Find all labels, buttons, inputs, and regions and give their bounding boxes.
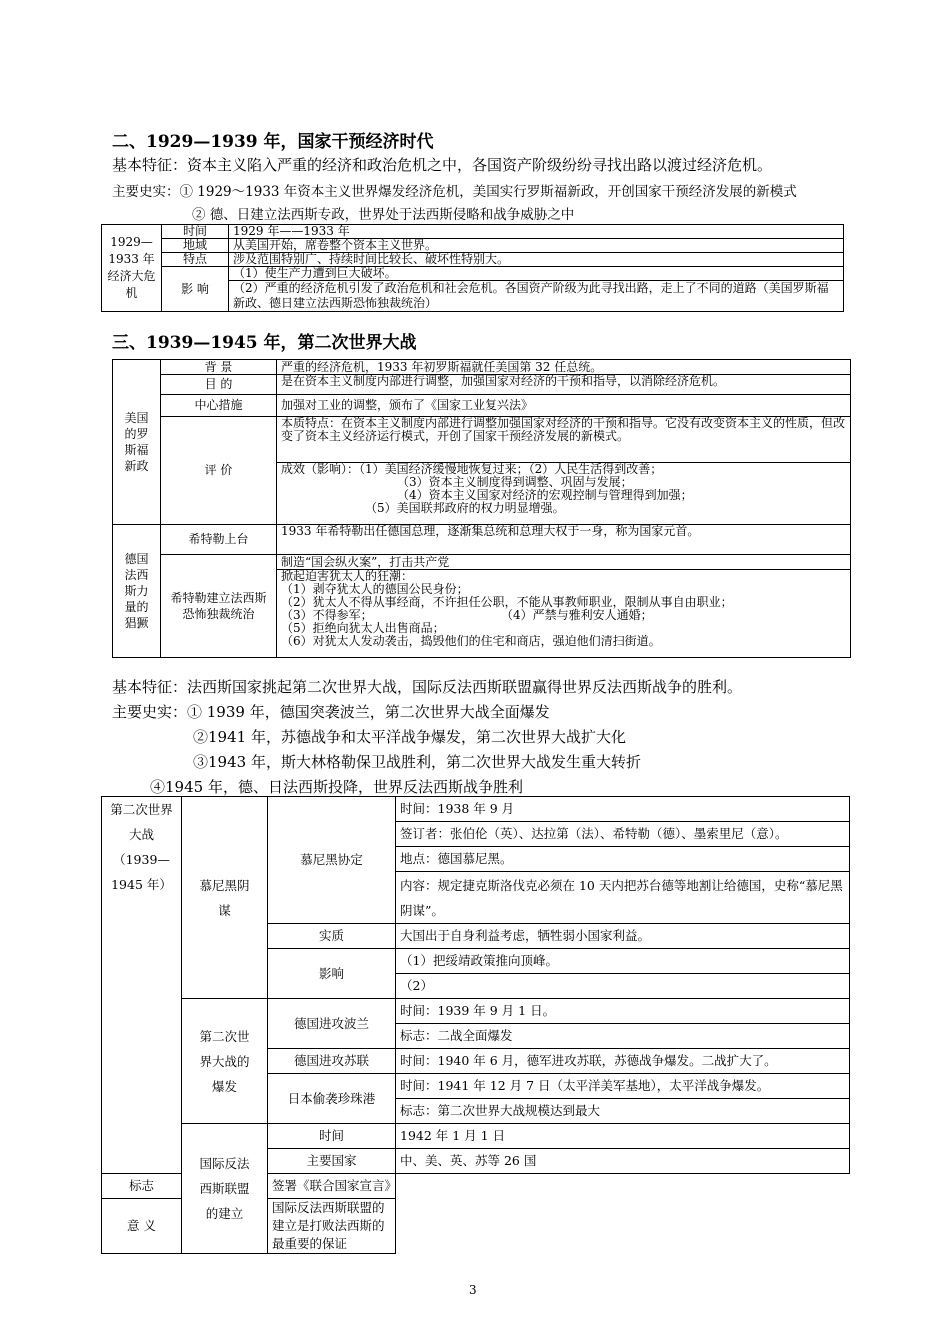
- munich-content: 内容：规定捷克斯洛伐克必须在 10 天内把苏台德等地割让给德国，史称“慕尼黑阴谋”。: [396, 872, 850, 924]
- poland-mark: 标志：二战全面爆发: [396, 1024, 850, 1049]
- effect-line-2: （3）资本主义制度得到调整、巩固与发展；: [397, 475, 633, 489]
- evaluation-nature: 本质特点：在资本主义制度内部进行调整加强国家对经济的干预和指导。它没有改变资本主义的性质，但改变了资本主义经济运行模式，开创了国家干预经济发展的新模式。: [277, 417, 851, 463]
- impact-label: 影响: [268, 949, 396, 999]
- area-value: 从美国开始，席卷整个资本主义世界。: [229, 239, 844, 253]
- alliance-meaning-value: 国际反法西斯联盟的建立是打败法西斯的最重要的保证: [268, 1199, 396, 1254]
- us-head: 美国的罗斯福新政: [113, 360, 161, 525]
- pearl-mark: 标志：第二次世界大战规模达到最大: [396, 1099, 850, 1124]
- effect-line-3: （4）资本主义国家对经济的宏观控制与管理得到加强；: [397, 488, 693, 502]
- persecution-line-1: 掀起迫害犹太人的狂潮：: [281, 569, 414, 583]
- jewish-persecution: [277, 570, 851, 658]
- ussr-value: 时间：1940 年 6 月，德军进攻苏联，苏德战争爆发。二战扩大了。: [396, 1049, 850, 1074]
- alliance-mark-value: 签署《联合国家宣言》: [268, 1174, 396, 1199]
- section2-title: 二、1929—1939 年，国家干预经济时代: [112, 132, 434, 152]
- munich-signers: 签订者：张伯伦（英）、达拉第（法）、希特勒（德）、墨索里尼（意）。: [396, 822, 850, 847]
- poland-label: 德国进攻波兰: [268, 999, 396, 1049]
- impact-2: （2）严重的经济危机引发了政治危机和社会危机。各国资产阶级为此寻找出路，走上了不同的道路（美国罗斯福新政、德日建立法西斯恐怖独裁统治）: [229, 281, 844, 312]
- center-label: 中心措施: [161, 395, 277, 417]
- area-label: 地域: [162, 239, 229, 253]
- persecution-line-2: （1）剥夺犹太人的德国公民身份；: [281, 582, 469, 596]
- economic-crisis-table: [101, 224, 844, 312]
- section3-feature: 基本特征：法西斯国家挑起第二次世界大战，国际反法西斯联盟赢得世界反法西斯战争的胜利。: [112, 678, 743, 696]
- persecution-line-6: （6）对犹太人发动袭击，捣毁他们的住宅和商店，强迫他们清扫街道。: [281, 634, 661, 648]
- section3-title: 三、1939—1945 年，第二次世界大战: [112, 333, 417, 353]
- essence-label: 实质: [268, 924, 396, 949]
- persecution-line-5: （5）拒绝向犹太人出售商品；: [281, 621, 445, 635]
- dictatorship-1: 制造“国会纵火案”，打击共产党: [277, 555, 851, 570]
- section3-fact4: ④1945 年，德、日法西斯投降，世界反法西斯战争胜利: [150, 778, 523, 796]
- page-number: 3: [469, 1283, 477, 1297]
- poland-time: 时间：1939 年 9 月 1 日。: [396, 999, 850, 1024]
- alliance-group: 国际反法西斯联盟的建立: [182, 1124, 268, 1254]
- alliance-mark-label: 标志: [102, 1174, 182, 1199]
- alliance-time-label: 时间: [268, 1124, 396, 1149]
- section3-fact3: ③1943 年，斯大林格勒保卫战胜利，第二次世界大战发生重大转折: [193, 753, 641, 771]
- feature-value: 涉及范围特别广、持续时间比较长、破坏性特别大。: [229, 253, 844, 267]
- alliance-countries-label: 主要国家: [268, 1149, 396, 1174]
- munich-group: 慕尼黑阴谋: [182, 797, 268, 999]
- ussr-label: 德国进攻苏联: [268, 1049, 396, 1074]
- section2-feature: 基本特征：资本主义陷入严重的经济和政治危机之中，各国资产阶级纷纷寻找出路以渡过经济危机。: [112, 156, 773, 174]
- section3-fact1: 主要史实：① 1939 年，德国突袭波兰，第二次世界大战全面爆发: [112, 703, 550, 721]
- impact-1: （1）使生产力遭到巨大破坏。: [229, 267, 844, 281]
- section2-fact2: ② 德、日建立法西斯专政，世界处于法西斯侵略和战争威胁之中: [192, 207, 575, 223]
- crisis-head: 1929—1933 年经济大危机: [102, 225, 162, 312]
- pearl-time: 时间：1941 年 12 月 7 日（太平洋美军基地），太平洋战争爆发。: [396, 1074, 850, 1099]
- munich-time: 时间：1938 年 9 月: [396, 797, 850, 822]
- impact-label: 影 响: [162, 267, 229, 312]
- time-value: 1929 年——1933 年: [229, 225, 844, 239]
- hitler-label: 希特勒上台: [161, 525, 277, 555]
- ww2-table: [101, 796, 850, 1254]
- outbreak-group: 第二次世界大战的爆发: [182, 999, 268, 1124]
- background-value: 严重的经济危机，1933 年初罗斯福就任美国第 32 任总统。: [277, 360, 851, 375]
- alliance-time-value: 1942 年 1 月 1 日: [396, 1124, 850, 1149]
- impact-2: （2）: [396, 974, 850, 999]
- evaluation-label: 评 价: [161, 417, 277, 525]
- munich-place: 地点：德国慕尼黑。: [396, 847, 850, 872]
- time-label: 时间: [162, 225, 229, 239]
- hitler-value: 1933 年希特勒出任德国总理，逐渐集总统和总理大权于一身，称为国家元首。: [277, 525, 851, 555]
- aim-label: 目 的: [161, 375, 277, 395]
- impact-1: （1）把绥靖政策推向顶峰。: [396, 949, 850, 974]
- ww2-head: 第二次世界大战（1939—1945 年）: [102, 797, 182, 1174]
- persecution-4: （4）严禁与雅利安人通婚；: [501, 608, 653, 622]
- background-label: 背 景: [161, 360, 277, 375]
- dictatorship-label: 希特勒建立法西斯恐怖独裁统治: [161, 555, 277, 658]
- essence-value: 大国出于自身利益考虑，牺牲弱小国家利益。: [396, 924, 850, 949]
- pearl-label: 日本偷袭珍珠港: [268, 1074, 396, 1124]
- feature-label: 特点: [162, 253, 229, 267]
- effect-line-1: 成效（影响）：（1）美国经济缓慢地恢复过来；（2）人民生活得到改善；: [281, 462, 663, 476]
- persecution-3: （3）不得参军；: [281, 608, 373, 622]
- evaluation-effects: [277, 463, 851, 525]
- germany-head: 德国法西斯力量的猖獗: [113, 525, 161, 658]
- effect-line-4: （5）美国联邦政府的权力明显增强。: [365, 501, 565, 515]
- aim-value: 是在资本主义制度内部进行调整，加强国家对经济的干预和指导，以消除经济危机。: [277, 375, 851, 395]
- new-deal-fascism-table: [112, 359, 851, 658]
- munich-agreement: 慕尼黑协定: [268, 797, 396, 924]
- center-value: 加强对工业的调整，颁布了《国家工业复兴法》: [277, 395, 851, 417]
- alliance-countries-value: 中、美、英、苏等 26 国: [396, 1149, 850, 1174]
- persecution-line-3: （2）犹太人不得从事经商，不许担任公职，不能从事教师职业，限制从事自由职业；: [281, 595, 733, 609]
- section3-fact2: ②1941 年，苏德战争和太平洋战争爆发，第二次世界大战扩大化: [193, 728, 626, 746]
- section2-fact1: 主要史实：① 1929～1933 年资本主义世界爆发经济危机，美国实行罗斯福新政，开创国家干预经济发展的新模式: [112, 184, 797, 200]
- alliance-meaning-label: 意 义: [102, 1199, 182, 1254]
